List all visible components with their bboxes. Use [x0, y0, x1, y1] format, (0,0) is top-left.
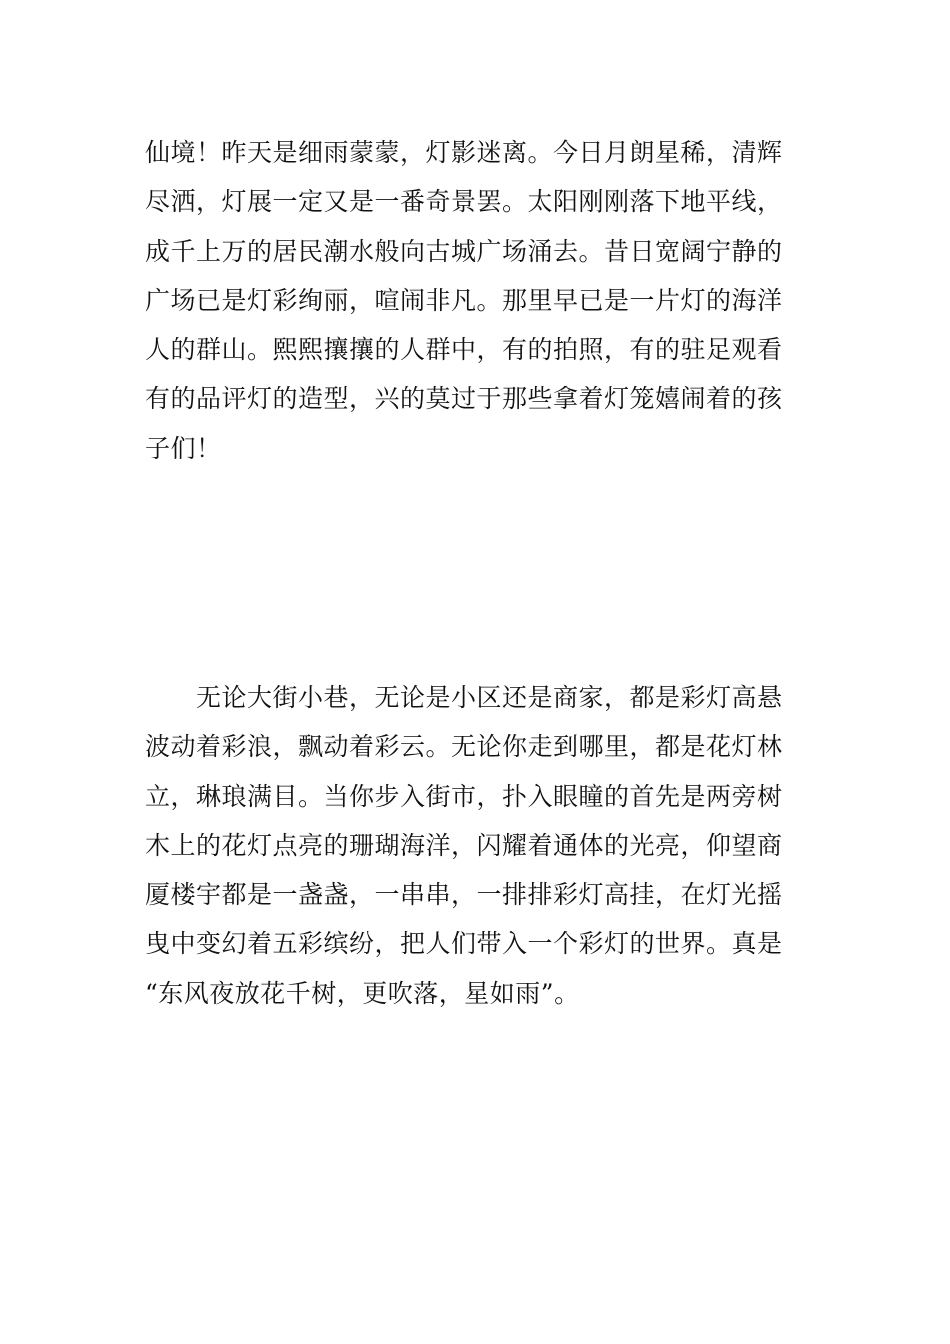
text-line: 波动着彩浪，飘动着彩云。无论你走到哪里，都是花灯林: [145, 732, 783, 762]
paragraph-streets-lanterns: [145, 673, 810, 1018]
text-line: 有的品评灯的造型，兴的莫过于那些拿着灯笼嬉闹着的孩: [145, 384, 783, 414]
paragraph-lantern-plaza: [145, 128, 810, 473]
text-line: 立，琳琅满目。当你步入街市，扑入眼瞳的首先是两旁树: [145, 781, 783, 811]
text-line: 曳中变幻着五彩缤纷，把人们带入一个彩灯的世界。真是: [145, 929, 783, 959]
text-line: 人的群山。熙熙攘攘的人群中，有的拍照，有的驻足观看: [145, 335, 783, 365]
text-line: 子们！: [145, 433, 222, 463]
text-line: “东风夜放花千树，更吹落，星如雨”。: [145, 978, 580, 1008]
text-line: 无论大街小巷，无论是小区还是商家，都是彩灯高悬: [145, 683, 783, 712]
text-line: 木上的花灯点亮的珊瑚海洋，闪耀着通体的光亮，仰望商: [145, 830, 783, 860]
text-line: 厦楼宇都是一盏盏，一串串，一排排彩灯高挂，在灯光摇: [145, 880, 783, 910]
text-line: 仙境！昨天是细雨蒙蒙，灯影迷离。今日月朗星稀，清辉: [145, 138, 783, 167]
text-line: 尽洒，灯展一定又是一番奇景罢。太阳刚刚落下地平线，: [145, 187, 783, 217]
text-line: 成千上万的居民潮水般向古城广场涌去。昔日宽阔宁静的: [145, 236, 783, 266]
text-line: 广场已是灯彩绚丽，喧闹非凡。那里早已是一片灯的海洋: [145, 285, 783, 315]
